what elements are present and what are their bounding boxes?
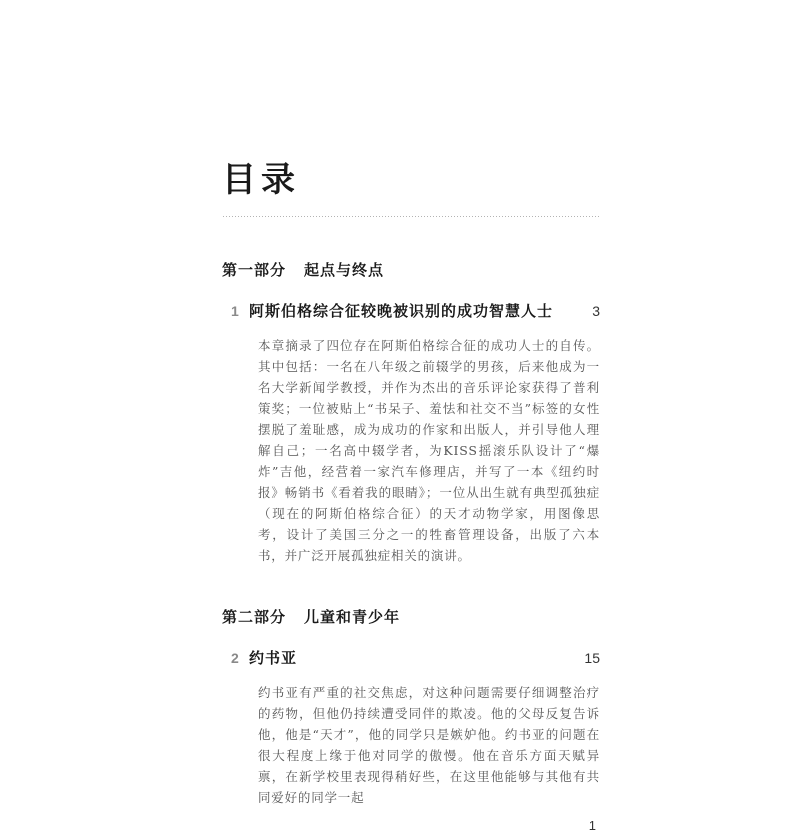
part-label: 第二部分 bbox=[222, 609, 287, 626]
chapter-page-number: 3 bbox=[592, 303, 600, 319]
title-divider bbox=[222, 215, 600, 219]
chapter-summary-1: 本章摘录了四位存在阿斯伯格综合征的成功人士的自传。其中包括：一名在八年级之前辍学的男孩，后来他成为一名大学新闻学教授，并作为杰出的音乐评论家获得了普利策奖；一位被贴上“书呆子、羞怯和社交不当”标签的女性摆脱了羞耻感，成为成功的作家和出版人，并引导他人理解自己；一名高中辍学者，为KISS摇滚乐队设计了“爆炸”吉他，经营着一家汽车修理店，并写了一本《纽约时报》畅销书《看着我的眼睛》；一位从出生就有典型孤独症（现在的阿斯伯格综合征）的天才动物学家，用图像思考，设计了美国三分之一的牲畜管理设备，出版了六本书，并广泛开展孤独症相关的演讲。 bbox=[258, 338, 600, 563]
chapter-number: 2 bbox=[231, 650, 239, 666]
chapter-title: 阿斯伯格综合征较晚被识别的成功智慧人士 bbox=[249, 303, 554, 320]
chapter-summary-2: 约书亚有严重的社交焦虑，对这种问题需要仔细调整治疗的药物，但他仍持续遭受同伴的欺凌。他的父母反复告诉他，他是“天才”，他的同学只是嫉妒他。约书亚的问题在很大程度上缘于他对同学的傲慢。他在音乐方面天赋异禀，在新学校里表现得稍好些，在这里他能够与其他有共同爱好的同学一起 bbox=[258, 685, 600, 805]
part-name: 起点与终点 bbox=[304, 262, 385, 279]
part-label: 第一部分 bbox=[222, 262, 287, 279]
chapter-title: 约书亚 bbox=[249, 650, 298, 667]
toc-title: 目录 bbox=[222, 160, 300, 200]
folio-page-number: 1 bbox=[588, 818, 596, 833]
part-name: 儿童和青少年 bbox=[304, 609, 401, 626]
chapter-number: 1 bbox=[231, 303, 239, 319]
chapter-entry-2 bbox=[222, 647, 600, 670]
chapter-entry-1 bbox=[222, 300, 600, 323]
toc-content bbox=[222, 160, 600, 833]
part-heading-2 bbox=[222, 608, 600, 628]
part-heading-1 bbox=[222, 261, 600, 281]
chapter-page-number: 15 bbox=[584, 650, 600, 666]
